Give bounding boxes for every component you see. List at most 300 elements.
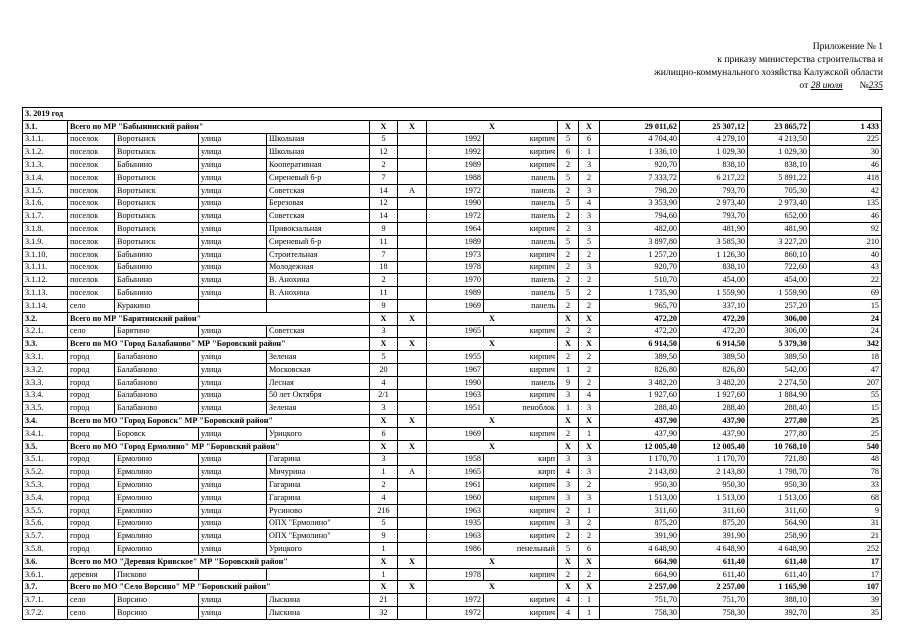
total-area-cell: 389,50 [600, 351, 680, 364]
street-name-cell: Лыскина [267, 607, 370, 620]
building-letter-cell [398, 159, 427, 172]
entrances-cell: 4 [579, 197, 600, 210]
total-area-cell: 2 257,00 [600, 581, 680, 594]
settlement-type-cell: город [68, 543, 115, 556]
entrances-cell: 1 [579, 427, 600, 440]
residential-area-cell: 388,10 [748, 594, 810, 607]
residential-area-cell: 277,80 [748, 415, 810, 428]
total-area-cell: 758,30 [600, 607, 680, 620]
total-area-cell: 12 005,40 [600, 440, 680, 453]
residential-area-cell: 4 648,90 [748, 543, 810, 556]
entrances-cell: 2 [579, 287, 600, 300]
floors-cell: 5 [558, 287, 579, 300]
building-letter-cell [398, 594, 427, 607]
year-built-cell: 1978 [427, 568, 484, 581]
total-area-cell: 664,90 [600, 568, 680, 581]
placeholder-cell: X [579, 555, 600, 568]
house-number-cell: 9 [370, 299, 398, 312]
header-line: жилищно-коммунального хозяйства Калужской области [654, 67, 883, 78]
total-area-cell: 3 897,80 [600, 235, 680, 248]
street-name-cell: Зеленая [267, 351, 370, 364]
building-letter-cell [398, 389, 427, 402]
residents-cell: 69 [810, 287, 882, 300]
entrances-cell: 3 [579, 466, 600, 479]
house-number-cell: 2 [370, 479, 398, 492]
placeholder-cell: X [398, 555, 427, 568]
house-number-cell: 20 [370, 363, 398, 376]
locality-cell: Бабынино [115, 274, 199, 287]
total-area-cell: 510,70 [600, 274, 680, 287]
residents-cell: 55 [810, 389, 882, 402]
entrances-cell: 2 [579, 568, 600, 581]
premises-area-cell: 875,20 [680, 517, 748, 530]
locality-cell: Боровск [115, 427, 199, 440]
table-row [23, 427, 882, 440]
total-area-cell: 7 333,72 [600, 171, 680, 184]
residents-cell: 33 [810, 479, 882, 492]
building-letter-cell [398, 351, 427, 364]
house-number-cell: 4 [370, 376, 398, 389]
placeholder-cell: X [398, 120, 427, 133]
building-letter-cell [398, 363, 427, 376]
placeholder-cell: X [579, 440, 600, 453]
premises-area-cell: 793,70 [680, 184, 748, 197]
street-name-cell: Молодежная [267, 261, 370, 274]
floors-cell: 2 [558, 223, 579, 236]
wall-material-cell: кирпич [484, 479, 558, 492]
building-letter-cell [398, 543, 427, 556]
premises-area-cell: 793,70 [680, 210, 748, 223]
entrances-cell: 2 [579, 171, 600, 184]
building-letter-cell [398, 146, 427, 159]
residential-area-cell: 705,30 [748, 184, 810, 197]
settlement-type-cell: город [68, 453, 115, 466]
house-number-cell: 12 [370, 146, 398, 159]
residential-area-cell: 10 768,10 [748, 440, 810, 453]
street-kind-cell: улица [199, 517, 267, 530]
locality-cell: Воротынск [115, 210, 199, 223]
year-built-cell: 1963 [427, 389, 484, 402]
residents-cell: 9 [810, 504, 882, 517]
floors-cell: 2 [558, 351, 579, 364]
residential-area-cell: 257,20 [748, 299, 810, 312]
residential-area-cell: 1 029,30 [748, 146, 810, 159]
residents-cell: 48 [810, 453, 882, 466]
premises-area-cell: 12 005,40 [680, 440, 748, 453]
residential-area-cell: 860,10 [748, 248, 810, 261]
street-name-cell: В. Анохина [267, 287, 370, 300]
locality-cell: Воротынск [115, 223, 199, 236]
residents-cell: 30 [810, 146, 882, 159]
building-letter-cell [398, 287, 427, 300]
row-number-cell: 3.3.3. [23, 376, 68, 389]
street-name-cell: Лесная [267, 376, 370, 389]
locality-cell: Воротынск [115, 235, 199, 248]
floors-cell: 3 [558, 491, 579, 504]
row-number-cell: 3.3. [23, 338, 68, 351]
placeholder-cell: X [558, 440, 579, 453]
street-kind-cell: улица [199, 607, 267, 620]
premises-area-cell: 437,90 [680, 415, 748, 428]
group-name-cell: Всего по МР "Бабынинский район" [68, 120, 370, 133]
residential-area-cell: 311,60 [748, 504, 810, 517]
premises-area-cell: 4 648,90 [680, 543, 748, 556]
table-row [23, 363, 882, 376]
street-name-cell: Советская [267, 325, 370, 338]
total-area-cell: 29 011,62 [600, 120, 680, 133]
placeholder-cell: X [398, 338, 427, 351]
year-built-cell: 1967 [427, 363, 484, 376]
residential-area-cell: 454,00 [748, 274, 810, 287]
residents-cell: 15 [810, 402, 882, 415]
locality-cell: Ермолино [115, 517, 199, 530]
house-number-cell: 21 [370, 594, 398, 607]
locality-cell: Воротынск [115, 146, 199, 159]
group-name-cell: Всего по МО "Город Балабаново" МР "Боровский район" [68, 338, 370, 351]
wall-material-cell: кирпич [484, 517, 558, 530]
placeholder-cell: X [579, 415, 600, 428]
premises-area-cell: 611,40 [680, 568, 748, 581]
group-total-row [23, 440, 882, 453]
premises-area-cell: 3 585,30 [680, 235, 748, 248]
placeholder-cell: X [398, 581, 427, 594]
settlement-type-cell: поселок [68, 248, 115, 261]
settlement-type-cell: село [68, 607, 115, 620]
wall-material-cell: кирпич [484, 491, 558, 504]
settlement-type-cell: поселок [68, 159, 115, 172]
wall-material-cell: панель [484, 197, 558, 210]
wall-material-cell: кирпич [484, 133, 558, 146]
row-number-cell: 3.5.2. [23, 466, 68, 479]
residents-cell: 135 [810, 197, 882, 210]
street-kind-cell: улица [199, 504, 267, 517]
residential-area-cell: 838,10 [748, 159, 810, 172]
total-area-cell: 826,80 [600, 363, 680, 376]
street-kind-cell: улица [199, 363, 267, 376]
residents-cell: 24 [810, 312, 882, 325]
house-number-cell: 14 [370, 184, 398, 197]
group-name-cell: Всего по МО "Город Боровск" МР "Боровский район" [68, 415, 370, 428]
premises-area-cell: 1 513,00 [680, 491, 748, 504]
floors-cell: 5 [558, 235, 579, 248]
premises-area-cell: 758,30 [680, 607, 748, 620]
residential-area-cell: 3 227,20 [748, 235, 810, 248]
group-name-cell: Всего по МО "Село Ворсино" МР "Боровский район" [68, 581, 370, 594]
table-row [23, 351, 882, 364]
floors-cell: 3 [558, 453, 579, 466]
street-name-cell: ОПХ "Ермолино" [267, 517, 370, 530]
entrances-cell: 2 [579, 517, 600, 530]
total-area-cell: 798,20 [600, 184, 680, 197]
table-row [23, 376, 882, 389]
row-number-cell: 3.1.14. [23, 299, 68, 312]
street-kind-cell: улица [199, 261, 267, 274]
row-number-cell: 3.5.7. [23, 530, 68, 543]
total-area-cell: 437,90 [600, 427, 680, 440]
residential-area-cell: 721,80 [748, 453, 810, 466]
floors-cell: 9 [558, 376, 579, 389]
wall-material-cell: панель [484, 287, 558, 300]
placeholder-cell: X [427, 338, 558, 351]
street-name-cell: Советская [267, 210, 370, 223]
residential-area-cell: 481,90 [748, 223, 810, 236]
entrances-cell: 2 [579, 351, 600, 364]
group-total-row [23, 120, 882, 133]
year-cell: 3. 2019 год [23, 108, 882, 121]
year-built-cell: 1988 [427, 171, 484, 184]
wall-material-cell: кирпич [484, 568, 558, 581]
residents-cell: 1 433 [810, 120, 882, 133]
locality-cell: Балабаново [115, 363, 199, 376]
total-area-cell: 288,40 [600, 402, 680, 415]
placeholder-cell: X [370, 555, 398, 568]
row-number-cell: 3.7.1. [23, 594, 68, 607]
building-letter-cell [398, 453, 427, 466]
placeholder-cell: X [427, 415, 558, 428]
wall-material-cell: панель [484, 184, 558, 197]
row-number-cell: 3.3.1. [23, 351, 68, 364]
row-number-cell: 3.6.1. [23, 568, 68, 581]
placeholder-cell: X [558, 415, 579, 428]
total-area-cell: 920,70 [600, 261, 680, 274]
residential-area-cell: 392,70 [748, 607, 810, 620]
row-number-cell: 3.1.5. [23, 184, 68, 197]
wall-material-cell: кирп [484, 453, 558, 466]
street-name-cell: Урицкого [267, 543, 370, 556]
street-kind-cell: улица [199, 427, 267, 440]
street-kind-cell: улица [199, 223, 267, 236]
residents-cell: 15 [810, 299, 882, 312]
placeholder-cell: X [579, 120, 600, 133]
floors-cell: 5 [558, 543, 579, 556]
street-kind-cell: улица [199, 351, 267, 364]
house-number-cell: 32 [370, 607, 398, 620]
row-number-cell: 3.1.10. [23, 248, 68, 261]
locality-cell: Ермолино [115, 530, 199, 543]
year-built-cell: 1963 [427, 530, 484, 543]
floors-cell: 5 [558, 197, 579, 210]
row-number-cell: 3.2. [23, 312, 68, 325]
year-built-cell: 1972 [427, 607, 484, 620]
street-kind-cell: улица [199, 530, 267, 543]
building-letter-cell [398, 248, 427, 261]
floors-cell: 5 [558, 133, 579, 146]
floors-cell: 2 [558, 568, 579, 581]
year-built-cell: 1972 [427, 184, 484, 197]
group-total-row [23, 415, 882, 428]
locality-cell: Балабаново [115, 402, 199, 415]
building-letter-cell [398, 235, 427, 248]
document-header [654, 40, 883, 92]
entrances-cell: 3 [579, 210, 600, 223]
row-number-cell: 3.4. [23, 415, 68, 428]
wall-material-cell: панель [484, 274, 558, 287]
table-row [23, 287, 882, 300]
building-letter-cell [398, 325, 427, 338]
premises-area-cell: 437,90 [680, 427, 748, 440]
residential-area-cell: 611,40 [748, 568, 810, 581]
settlement-type-cell: поселок [68, 261, 115, 274]
entrances-cell: 3 [579, 159, 600, 172]
residents-cell: 68 [810, 491, 882, 504]
total-area-cell: 437,90 [600, 415, 680, 428]
street-kind-cell: улица [199, 594, 267, 607]
table-row [23, 466, 882, 479]
street-kind-cell: улица [199, 184, 267, 197]
settlement-type-cell: город [68, 376, 115, 389]
locality-cell: Ермолино [115, 491, 199, 504]
street-name-cell: Привокзальная [267, 223, 370, 236]
row-number-cell: 3.1.11. [23, 261, 68, 274]
locality-cell: Бабынино [115, 159, 199, 172]
row-number-cell: 3.1.13. [23, 287, 68, 300]
wall-material-cell: кирпич [484, 363, 558, 376]
settlement-type-cell: город [68, 427, 115, 440]
settlement-type-cell: поселок [68, 133, 115, 146]
premises-area-cell: 838,10 [680, 159, 748, 172]
entrances-cell: 5 [579, 235, 600, 248]
total-area-cell: 1 257,20 [600, 248, 680, 261]
premises-area-cell: 6 217,22 [680, 171, 748, 184]
table-row [23, 133, 882, 146]
floors-cell: 2 [558, 261, 579, 274]
house-number-cell: 1 [370, 466, 398, 479]
entrances-cell: 1 [579, 607, 600, 620]
residents-cell: 92 [810, 223, 882, 236]
premises-area-cell: 826,80 [680, 363, 748, 376]
locality-cell: Балабаново [115, 351, 199, 364]
premises-area-cell: 2 257,00 [680, 581, 748, 594]
total-area-cell: 1 735,90 [600, 287, 680, 300]
total-area-cell: 920,70 [600, 159, 680, 172]
residents-cell: 46 [810, 159, 882, 172]
locality-cell: Воротынск [115, 197, 199, 210]
residents-cell: 17 [810, 568, 882, 581]
house-number-cell: 11 [370, 235, 398, 248]
placeholder-cell: X [558, 555, 579, 568]
wall-material-cell: пеноблок [484, 402, 558, 415]
street-name-cell: Лыскина [267, 594, 370, 607]
year-built-cell: 1935 [427, 517, 484, 530]
year-built-cell: 1969 [427, 299, 484, 312]
house-number-cell: 6 [370, 427, 398, 440]
wall-material-cell: панель [484, 376, 558, 389]
year-built-cell: 1992 [427, 133, 484, 146]
number-value: 235 [868, 80, 883, 91]
street-kind-cell [199, 568, 267, 581]
residents-cell: 25 [810, 415, 882, 428]
wall-material-cell: панель [484, 171, 558, 184]
placeholder-cell: X [558, 312, 579, 325]
group-total-row [23, 555, 882, 568]
year-built-cell: 1972 [427, 210, 484, 223]
year-built-cell: 1951 [427, 402, 484, 415]
settlement-type-cell: поселок [68, 223, 115, 236]
residential-area-cell: 306,00 [748, 312, 810, 325]
wall-material-cell: пенельный [484, 543, 558, 556]
premises-area-cell: 337,10 [680, 299, 748, 312]
residents-cell: 35 [810, 607, 882, 620]
street-name-cell: Гагарина [267, 479, 370, 492]
header-line: к приказу министерства строительства и [717, 54, 883, 65]
year-built-cell: 1964 [427, 223, 484, 236]
premises-area-cell: 2 143,80 [680, 466, 748, 479]
residents-cell: 24 [810, 325, 882, 338]
locality-cell: Барятино [115, 325, 199, 338]
total-area-cell: 794,60 [600, 210, 680, 223]
street-kind-cell: улица [199, 197, 267, 210]
street-name-cell [267, 568, 370, 581]
total-area-cell: 3 482,20 [600, 376, 680, 389]
year-built-cell: 1970 [427, 274, 484, 287]
street-kind-cell: улица [199, 287, 267, 300]
settlement-type-cell: поселок [68, 146, 115, 159]
building-letter-cell [398, 568, 427, 581]
house-number-cell: 14 [370, 210, 398, 223]
placeholder-cell: X [370, 312, 398, 325]
locality-cell: Бабынино [115, 248, 199, 261]
row-number-cell: 3.5.5. [23, 504, 68, 517]
entrances-cell: 3 [579, 223, 600, 236]
street-kind-cell: улица [199, 159, 267, 172]
premises-area-cell: 391,90 [680, 530, 748, 543]
street-name-cell: Зеленая [267, 402, 370, 415]
total-area-cell: 1 513,00 [600, 491, 680, 504]
row-number-cell: 3.3.4. [23, 389, 68, 402]
residential-area-cell: 288,40 [748, 402, 810, 415]
building-letter-cell [398, 171, 427, 184]
row-number-cell: 3.5.8. [23, 543, 68, 556]
row-number-cell: 3.1.2. [23, 146, 68, 159]
residents-cell: 31 [810, 517, 882, 530]
total-area-cell: 311,60 [600, 504, 680, 517]
year-built-cell: 1978 [427, 261, 484, 274]
premises-area-cell: 472,20 [680, 325, 748, 338]
premises-area-cell: 288,40 [680, 402, 748, 415]
locality-cell: Писково [115, 568, 199, 581]
building-letter-cell [398, 504, 427, 517]
residential-area-cell: 1 513,00 [748, 491, 810, 504]
floors-cell: 2 [558, 184, 579, 197]
table-row [23, 325, 882, 338]
street-kind-cell: улица [199, 146, 267, 159]
settlement-type-cell: город [68, 402, 115, 415]
floors-cell: 2 [558, 427, 579, 440]
date-prefix: от [799, 80, 809, 91]
settlement-type-cell: поселок [68, 171, 115, 184]
street-kind-cell: улица [199, 479, 267, 492]
settlement-type-cell: город [68, 466, 115, 479]
residential-area-cell: 23 865,72 [748, 120, 810, 133]
entrances-cell: 2 [579, 479, 600, 492]
locality-cell: Ворсино [115, 607, 199, 620]
settlement-type-cell: город [68, 491, 115, 504]
total-area-cell: 6 914,50 [600, 338, 680, 351]
table-row [23, 594, 882, 607]
street-kind-cell: улица [199, 171, 267, 184]
street-kind-cell: улица [199, 133, 267, 146]
residential-area-cell: 5 379,30 [748, 338, 810, 351]
placeholder-cell: X [579, 338, 600, 351]
table-row [23, 530, 882, 543]
residents-cell: 46 [810, 210, 882, 223]
total-area-cell: 472,20 [600, 312, 680, 325]
residential-area-cell: 1 559,90 [748, 287, 810, 300]
house-number-cell: 2/1 [370, 389, 398, 402]
street-kind-cell: улица [199, 248, 267, 261]
house-number-cell: 2 [370, 274, 398, 287]
locality-cell: Ермолино [115, 479, 199, 492]
